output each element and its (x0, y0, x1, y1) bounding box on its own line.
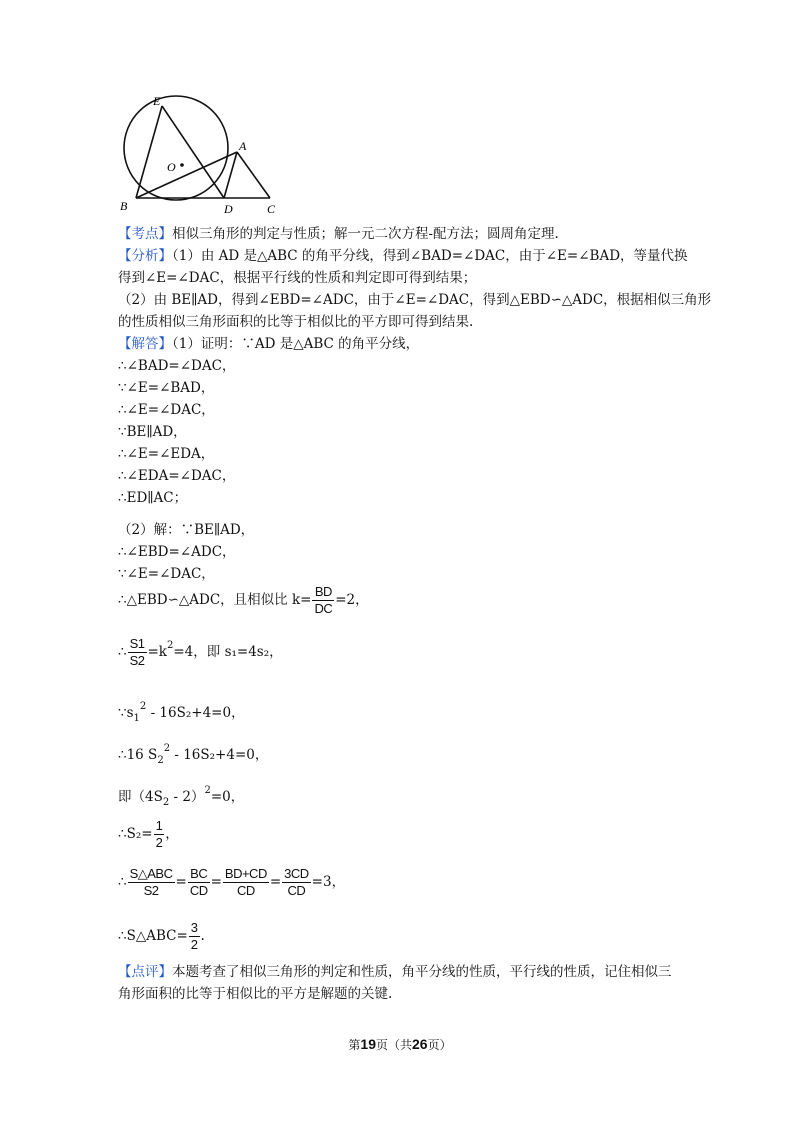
step8-prefix: ∴S₂= (118, 826, 153, 842)
center-point (180, 163, 184, 167)
area-ratio-denominator: S2 (129, 653, 145, 668)
bc-cd-denominator: CD (189, 883, 208, 898)
step7-suffix: =0， (210, 789, 245, 805)
area-ratio-numerator: S1 (129, 636, 145, 651)
step7-exponent: 2 (204, 785, 211, 796)
dianping-line-2: 角形面积的比等于相似比的平方是解题的关键. (118, 986, 393, 1002)
step6-exponent: 2 (163, 743, 171, 754)
proof2-step-7 (118, 781, 244, 813)
proof2-step-10 (118, 920, 205, 953)
three-halves-denominator: 2 (190, 937, 198, 952)
triangle-area-fraction (128, 866, 175, 899)
proof1-step-2: ∵∠E=∠BAD， (118, 380, 215, 396)
step9-prefix: ∴ (118, 874, 127, 890)
proof2-step-6 (118, 739, 268, 771)
step10-suffix: . (200, 928, 205, 944)
proof2-step-1: ∴∠EBD=∠ADC， (118, 544, 236, 560)
segment-ad (224, 152, 237, 198)
footer-middle: 页（共 (375, 1038, 412, 1052)
bdcd-cd-numerator: BD+CD (224, 866, 267, 881)
kaodian-line (118, 224, 559, 244)
bdcd-cd-fraction (223, 866, 269, 899)
footer-suffix: 页） (427, 1038, 452, 1052)
ratio-numerator: BD (312, 584, 334, 601)
fenxi-line-3: （2）由 BE∥AD，得到∠EBD=∠ADC，由于∠E=∠DAC，得到△EBD∽△ADC，根据相似三角形 (118, 292, 712, 308)
three-halves-numerator: 3 (190, 920, 198, 935)
triangle-area-denominator: S2 (143, 883, 159, 898)
step6-subscript: 2 (157, 755, 164, 766)
three-halves-fraction (189, 920, 200, 953)
segment-be (136, 106, 162, 198)
ratio-fraction (312, 584, 334, 617)
proof1-step-6: ∴∠EDA=∠DAC， (118, 468, 236, 484)
fenxi-line-1 (118, 246, 688, 266)
half-fraction (154, 818, 165, 851)
footer-prefix: 第 (348, 1038, 361, 1052)
proof2-step-2: ∵∠E=∠DAC， (118, 566, 215, 582)
dianping-tag: 【点评】 (118, 964, 172, 980)
fenxi-text-1: （1）由 AD 是△ABC 的角平分线，得到∠BAD=∠DAC，由于∠E=∠BAD，等量代换 (172, 248, 688, 264)
step5-prefix: ∵s (118, 705, 134, 721)
step4-exponent: 2 (167, 640, 174, 651)
step4-mid: =k (147, 644, 167, 660)
step3-suffix: =2， (335, 592, 369, 608)
proof1-step-5: ∴∠E=∠EDA， (118, 446, 215, 462)
triangle-area-numerator: S△ABC (129, 866, 173, 881)
proof2-step-4 (118, 636, 283, 669)
step6-prefix: ∴16 S (118, 747, 158, 763)
proof2-intro: （2）解：∵BE∥AD， (118, 522, 255, 538)
page-footer (0, 1036, 800, 1053)
proof1-step-7: ∴ED∥AC； (118, 490, 188, 506)
jieda-tag: 【解答】 (118, 336, 172, 352)
step3-prefix: ∴△EBD∽△ADC，且相似比 k= (118, 592, 312, 608)
step7-mid: - 2） (169, 789, 205, 805)
circle-geometry-figure (112, 92, 292, 217)
bc-cd-fraction (188, 866, 210, 899)
total-page-number: 26 (412, 1036, 428, 1052)
label-a: A (239, 139, 247, 153)
kaodian-text: 相似三角形的判定与性质；解一元二次方程-配方法；圆周角定理. (172, 226, 559, 242)
3cd-cd-numerator: 3CD (284, 866, 309, 881)
step5-suffix: - 16S₂+4=0， (146, 705, 245, 721)
fenxi-line-4: 的性质相似三角形面积的比等于相似比的平方即可得到结果. (118, 314, 474, 330)
segment-ba (136, 152, 237, 198)
step7-prefix: 即（4S (118, 789, 163, 805)
step8-suffix: ， (165, 826, 179, 842)
3cd-cd-fraction (282, 866, 311, 899)
proof2-step-8 (118, 818, 179, 851)
label-c: C (267, 202, 276, 216)
step5-exponent: 2 (139, 701, 147, 712)
jieda-text-0: （1）证明：∵AD 是△ABC 的角平分线， (172, 336, 420, 352)
kaodian-tag: 【考点】 (118, 226, 172, 242)
area-ratio-fraction (128, 636, 147, 669)
label-e: E (153, 94, 161, 108)
label-b: B (120, 199, 128, 213)
fenxi-tag: 【分析】 (118, 248, 172, 264)
half-denominator: 2 (155, 835, 163, 850)
proof1-step-4: ∵BE∥AD， (118, 424, 187, 440)
step4-prefix: ∴ (118, 644, 127, 660)
segment-ac (237, 152, 270, 198)
step5-subscript: 1 (133, 713, 140, 724)
step6-suffix: - 16S₂+4=0， (170, 747, 269, 763)
proof1-step-1: ∴∠BAD=∠DAC， (118, 358, 236, 374)
segment-ed (162, 106, 224, 198)
dianping-line-1 (118, 962, 672, 982)
proof2-step-9: ∴ S△ABC S2 = $\frac{BC}{CD}$ = $\frac{BD+CD}{CD}$ = $\frac{3CD}{CD}$ =3， (118, 866, 346, 898)
step9-suffix: =3， (311, 874, 346, 890)
dianping-text-1: 本题考查了相似三角形的判定和性质，角平分线的性质，平行线的性质，记住相似三 (172, 964, 672, 980)
ratio-denominator: DC (314, 601, 333, 616)
proof2-step-3 (118, 584, 369, 617)
half-numerator: 1 (155, 818, 163, 833)
fenxi-line-2: 得到∠E=∠DAC，根据平行线的性质和判定即可得到结果； (118, 270, 477, 286)
step10-prefix: ∴S△ABC= (118, 928, 188, 944)
current-page-number: 19 (360, 1036, 376, 1052)
label-d: D (224, 202, 233, 216)
label-o: O (167, 160, 176, 174)
proof1-step-3: ∴∠E=∠DAC， (118, 402, 215, 418)
jieda-line-0 (118, 334, 419, 354)
bdcd-cd-denominator: CD (236, 883, 255, 898)
step7-subscript: 2 (162, 797, 170, 808)
3cd-cd-denominator: CD (287, 883, 306, 898)
step4-suffix: =4，即 s₁=4s₂， (173, 644, 283, 660)
bc-cd-numerator: BC (188, 866, 210, 883)
proof2-step-5 (118, 697, 245, 729)
